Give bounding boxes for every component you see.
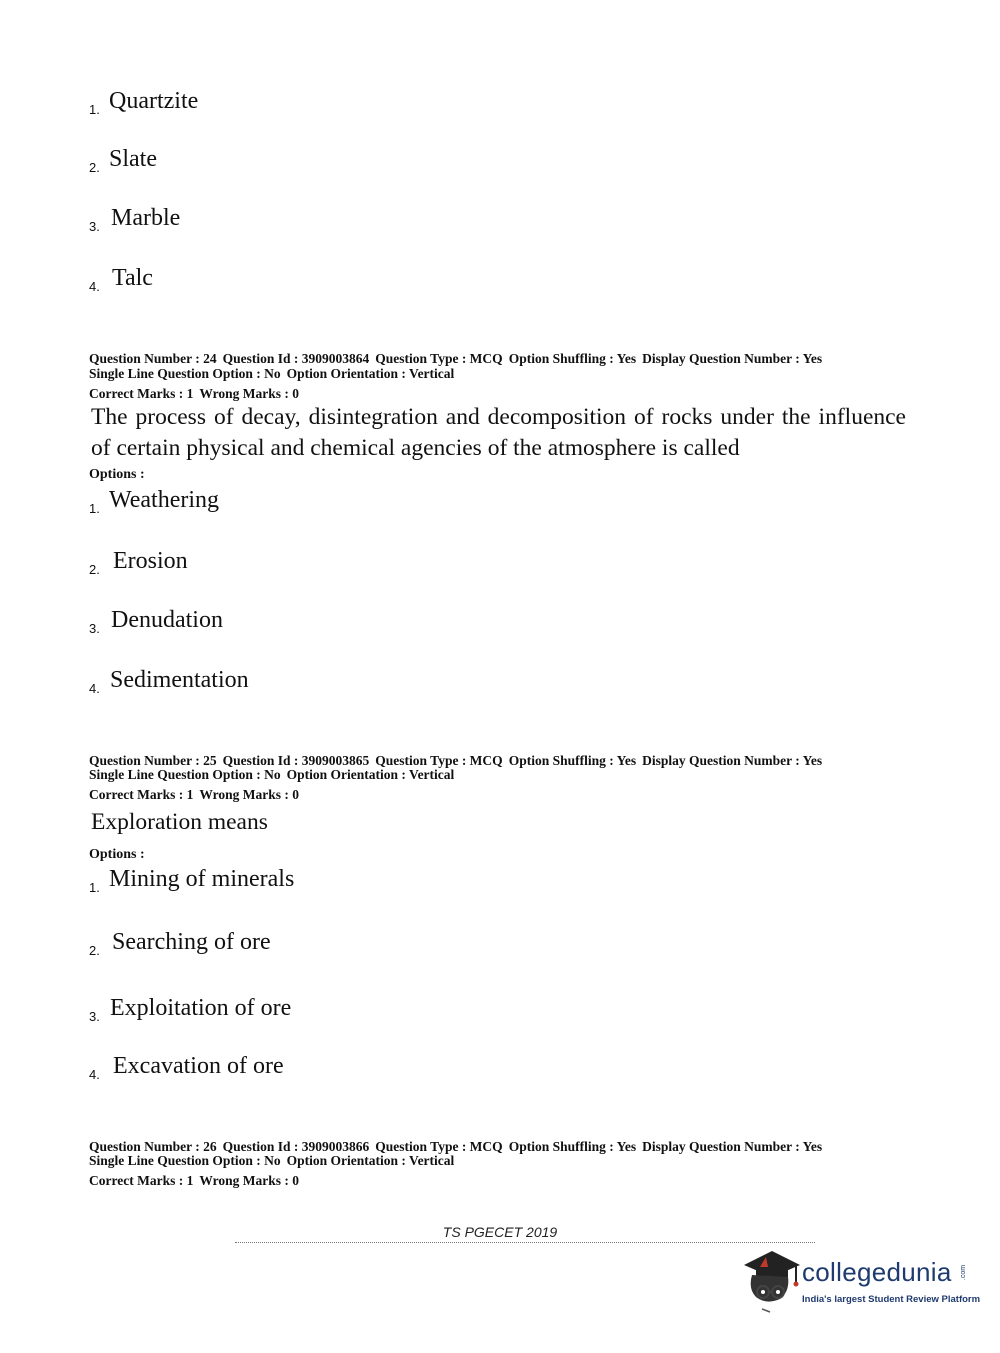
option-text: Exploitation of ore [110, 995, 292, 1021]
page-footer: TS PGECET 2019 [442, 1224, 558, 1240]
option-number: 2. [89, 160, 100, 175]
q24-marks [89, 386, 305, 401]
option-number: 4. [89, 681, 100, 696]
wrong-marks: Wrong Marks : 0 [199, 386, 299, 401]
footer-divider [235, 1242, 815, 1247]
option-text: Mining of minerals [109, 866, 295, 892]
correct-marks: Correct Marks : 1 [89, 787, 194, 802]
correct-marks: Correct Marks : 1 [89, 1173, 194, 1188]
question-id: Question Id : 3909003865 [222, 753, 370, 768]
q26-meta-line-2 [89, 1153, 460, 1168]
option-text: Denudation [111, 607, 223, 633]
option-shuffling: Option Shuffling : Yes [508, 351, 637, 366]
option-number: 2. [89, 943, 100, 958]
question-number: Question Number : 26 [89, 1139, 217, 1154]
question-number: Question Number : 25 [89, 753, 217, 768]
wrong-marks: Wrong Marks : 0 [199, 787, 299, 802]
q24-meta-line-2 [89, 366, 460, 381]
display-question-number: Display Question Number : Yes [642, 1139, 823, 1154]
option-number: 1. [89, 880, 100, 895]
q26-meta-line-1 [89, 1139, 828, 1154]
q24-question-text: The process of decay, disintegration and decomposition of rocks under the influence of certain physical and chemical agencies of the atmosphere is called [91, 404, 906, 461]
option-text: Sedimentation [110, 667, 249, 693]
single-line-option: Single Line Question Option : No [89, 1153, 281, 1168]
option-number: 4. [89, 1067, 100, 1082]
display-question-number: Display Question Number : Yes [642, 351, 823, 366]
question-id: Question Id : 3909003866 [222, 1139, 370, 1154]
q26-marks [89, 1173, 305, 1188]
option-text: Searching of ore [112, 929, 271, 955]
q24-meta-line-1 [89, 351, 828, 366]
option-orientation: Option Orientation : Vertical [286, 366, 455, 381]
option-number: 3. [89, 1009, 100, 1024]
option-orientation: Option Orientation : Vertical [286, 767, 455, 782]
q25-question-text: Exploration means [91, 809, 268, 835]
question-type: Question Type : MCQ [375, 351, 503, 366]
logo-tagline: India's largest Student Review Platform [802, 1294, 981, 1305]
q25-marks [89, 787, 305, 802]
option-text: Quartzite [109, 88, 199, 114]
option-number: 1. [89, 102, 100, 117]
single-line-option: Single Line Question Option : No [89, 366, 281, 381]
option-shuffling: Option Shuffling : Yes [508, 1139, 637, 1154]
logo-com-text: .com [960, 1264, 968, 1281]
q25-meta-line-2 [89, 767, 460, 782]
question-number: Question Number : 24 [89, 351, 217, 366]
collegedunia-logo [740, 1245, 981, 1315]
question-type: Question Type : MCQ [375, 753, 503, 768]
correct-marks: Correct Marks : 1 [89, 386, 194, 401]
option-text: Excavation of ore [113, 1053, 284, 1079]
option-text: Marble [111, 205, 181, 231]
logo-brand-text: collegedunia [802, 1257, 952, 1287]
option-number: 4. [89, 279, 100, 294]
wrong-marks: Wrong Marks : 0 [199, 1173, 299, 1188]
option-number: 3. [89, 219, 100, 234]
option-number: 3. [89, 621, 100, 636]
display-question-number: Display Question Number : Yes [642, 753, 823, 768]
q25-options-label: Options : [89, 847, 145, 862]
option-text: Weathering [109, 487, 220, 513]
option-text: Talc [112, 265, 153, 291]
q25-meta-line-1 [89, 753, 828, 768]
option-number: 1. [89, 501, 100, 516]
option-text: Slate [109, 146, 157, 172]
q24-options-label: Options : [89, 467, 145, 482]
single-line-option: Single Line Question Option : No [89, 767, 281, 782]
option-text: Erosion [113, 548, 188, 574]
question-type: Question Type : MCQ [375, 1139, 503, 1154]
mascot-graduation-cap-icon [740, 1245, 802, 1315]
option-shuffling: Option Shuffling : Yes [508, 753, 637, 768]
question-id: Question Id : 3909003864 [222, 351, 370, 366]
option-orientation: Option Orientation : Vertical [286, 1153, 455, 1168]
option-number: 2. [89, 562, 100, 577]
